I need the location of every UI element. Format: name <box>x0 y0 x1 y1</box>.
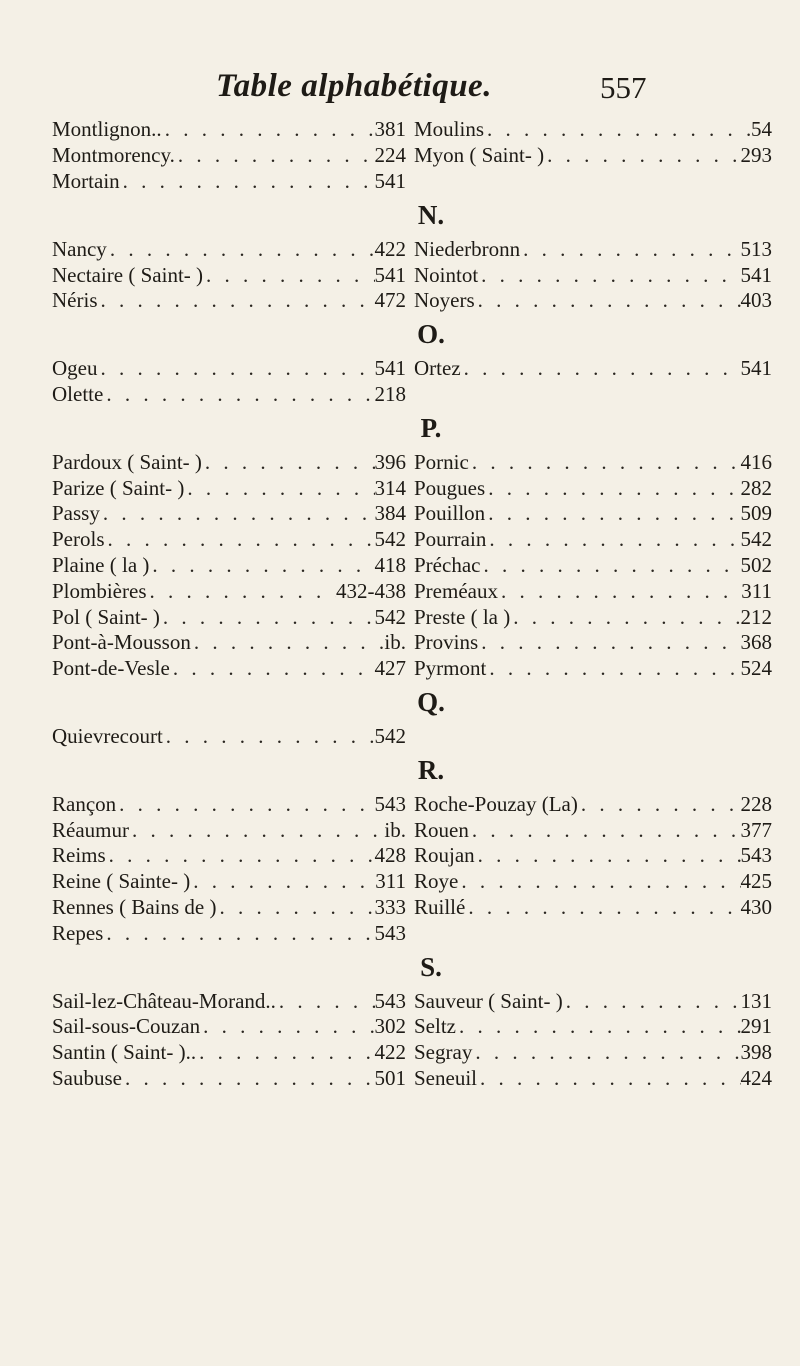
index-entry <box>52 792 414 817</box>
index-row <box>52 475 772 501</box>
index-row <box>52 843 772 869</box>
index-row <box>52 236 772 262</box>
index-entry <box>52 1014 414 1039</box>
entry-page: ib. <box>384 817 406 842</box>
entry-page: 311 <box>741 578 772 603</box>
dot-leader <box>563 989 741 1014</box>
index-row <box>52 791 772 817</box>
index-entry <box>414 476 772 501</box>
dot-leader <box>485 501 740 526</box>
entry-page: 384 <box>374 501 406 526</box>
entry-name: Préchac <box>414 552 481 577</box>
entry-name: Provins <box>414 630 479 655</box>
alphabetical-index <box>52 117 772 1091</box>
index-entry <box>414 656 772 681</box>
dot-leader <box>544 143 740 168</box>
dot-leader <box>486 656 740 681</box>
entry-name: Segray <box>414 1040 473 1065</box>
entry-name: Roye <box>414 869 459 894</box>
dot-leader <box>191 630 385 655</box>
entry-name: Preméaux <box>414 578 498 603</box>
dot-leader <box>147 579 337 604</box>
index-row <box>52 869 772 895</box>
entry-page: 509 <box>740 501 772 526</box>
index-entry <box>52 630 414 655</box>
entry-name: Réaumur <box>52 817 129 842</box>
index-entry <box>414 989 772 1014</box>
dot-leader <box>484 117 751 142</box>
entry-page: 542 <box>740 527 772 552</box>
dot-leader <box>103 382 374 407</box>
page-number: 557 <box>600 70 647 105</box>
index-entry <box>52 476 414 501</box>
entry-page: 542 <box>374 527 406 552</box>
dot-leader <box>216 895 374 920</box>
dot-leader <box>116 792 374 817</box>
index-row <box>52 527 772 553</box>
entry-name: Pol ( Saint- ) <box>52 604 160 629</box>
entry-page: 381 <box>374 117 406 142</box>
entry-name: Seneuil <box>414 1065 477 1090</box>
dot-leader <box>103 921 374 946</box>
index-row <box>52 604 772 630</box>
dot-leader <box>510 605 740 630</box>
entry-name: Roujan <box>414 843 475 868</box>
index-entry <box>414 1040 772 1065</box>
dot-leader <box>98 288 375 313</box>
dot-leader <box>162 117 375 142</box>
dot-leader <box>175 143 375 168</box>
section-letter: R. <box>417 754 445 785</box>
dot-leader <box>478 263 740 288</box>
index-entry <box>414 605 772 630</box>
entry-name: Rançon <box>52 791 117 816</box>
index-entry <box>52 527 414 552</box>
index-row <box>52 578 772 604</box>
entry-page: 543 <box>374 920 406 945</box>
index-entry <box>52 579 414 604</box>
entry-name: Ortez <box>414 356 461 381</box>
entry-name: Rennes ( Bains de ) <box>52 894 217 919</box>
entry-page: 311 <box>375 869 406 894</box>
entry-name: Pornic <box>414 449 469 474</box>
section-letter: N. <box>417 199 445 230</box>
entry-name: Pont-à-Mousson <box>52 630 191 655</box>
entry-name: Pardoux ( Saint- ) <box>52 449 202 474</box>
entry-page: 513 <box>740 236 772 261</box>
entry-name: Pyrmont <box>414 656 487 681</box>
entry-page: 403 <box>740 288 772 313</box>
dot-leader <box>498 579 741 604</box>
entry-page: 501 <box>374 1065 406 1090</box>
entry-page: 425 <box>740 869 772 894</box>
index-row <box>52 143 772 169</box>
dot-leader <box>485 476 740 501</box>
dot-leader <box>160 605 375 630</box>
entry-page: 212 <box>740 604 772 629</box>
entry-page: 282 <box>740 475 772 500</box>
dot-leader <box>100 501 375 526</box>
index-row <box>52 1014 772 1040</box>
section-letter: S. <box>420 951 442 982</box>
entry-name: Reine ( Sainte- ) <box>52 869 191 894</box>
entry-page: 502 <box>740 552 772 577</box>
index-row <box>52 449 772 475</box>
entry-page: 368 <box>740 630 772 655</box>
entry-name: Mortain <box>52 168 120 193</box>
index-entry <box>414 1066 772 1091</box>
index-entry <box>52 356 414 381</box>
dot-leader <box>478 630 740 655</box>
dot-leader <box>203 263 374 288</box>
index-row <box>52 553 772 579</box>
dot-leader <box>465 895 740 920</box>
index-entry <box>52 895 414 920</box>
entry-name: Preste ( la ) <box>414 604 511 629</box>
dot-leader <box>520 237 740 262</box>
entry-page: 54 <box>751 117 772 142</box>
index-entry <box>414 288 772 313</box>
dot-leader <box>196 1040 374 1065</box>
entry-name: Roche-Pouzay (La) <box>414 791 578 816</box>
entry-page: 396 <box>374 449 406 474</box>
dot-leader <box>461 356 741 381</box>
index-entry <box>52 1066 414 1091</box>
entry-page: 541 <box>374 262 406 287</box>
dot-leader <box>120 169 375 194</box>
dot-leader <box>106 843 375 868</box>
entry-page: 541 <box>740 356 772 381</box>
index-entry <box>414 356 772 381</box>
page-title: Table alphabétique. <box>216 68 492 104</box>
dot-leader <box>170 656 375 681</box>
entry-page: 424 <box>740 1065 772 1090</box>
index-entry <box>414 843 772 868</box>
dot-leader <box>475 288 741 313</box>
index-row <box>52 920 772 946</box>
entry-page: ib. <box>384 630 406 655</box>
entry-page: 542 <box>374 604 406 629</box>
entry-name: Sail-sous-Couzan <box>52 1014 201 1039</box>
index-entry <box>414 630 772 655</box>
dot-leader <box>107 237 375 262</box>
dot-leader <box>202 450 375 475</box>
entry-page: 430 <box>740 894 772 919</box>
entry-name: Noyers <box>414 288 475 313</box>
entry-name: Sail-lez-Château-Morand.. <box>52 988 276 1013</box>
entry-page: 541 <box>374 168 406 193</box>
dot-leader <box>469 450 741 475</box>
index-entry <box>414 450 772 475</box>
index-entry <box>52 605 414 630</box>
entry-name: Perols <box>52 527 105 552</box>
index-entry <box>414 792 772 817</box>
index-entry <box>414 553 772 578</box>
dot-leader <box>122 1066 375 1091</box>
entry-name: Moulins <box>414 117 485 142</box>
entry-name: Nancy <box>52 236 107 261</box>
dot-leader <box>105 527 375 552</box>
entry-page: 524 <box>740 656 772 681</box>
entry-page: 228 <box>740 791 772 816</box>
index-entry <box>414 143 772 168</box>
entry-page: 398 <box>740 1040 772 1065</box>
entry-name: Sauveur ( Saint- ) <box>414 988 563 1013</box>
entry-name: Passy <box>52 501 100 526</box>
running-head <box>0 68 800 112</box>
dot-leader <box>472 1040 740 1065</box>
dot-leader <box>190 869 375 894</box>
dot-leader <box>486 527 740 552</box>
index-entry <box>52 382 414 407</box>
entry-name: Plaine ( la ) <box>52 552 150 577</box>
index-row <box>52 117 772 143</box>
entry-page: 543 <box>740 843 772 868</box>
section-letter: P. <box>420 412 442 443</box>
index-entry <box>414 895 772 920</box>
index-entry <box>52 921 414 946</box>
index-row <box>52 169 772 195</box>
entry-page: 293 <box>740 143 772 168</box>
entry-page: 291 <box>740 1014 772 1039</box>
entry-page: 428 <box>374 843 406 868</box>
entry-page: 131 <box>740 988 772 1013</box>
index-entry <box>52 843 414 868</box>
index-row <box>52 262 772 288</box>
index-entry <box>52 1040 414 1065</box>
index-entry <box>52 169 414 194</box>
section-letter: O. <box>417 319 445 350</box>
index-entry <box>52 117 414 142</box>
index-row <box>52 288 772 314</box>
index-row <box>52 1066 772 1092</box>
index-row <box>52 382 772 408</box>
index-row <box>52 630 772 656</box>
entry-page: 218 <box>374 381 406 406</box>
entry-page: 422 <box>374 236 406 261</box>
entry-name: Olette <box>52 381 104 406</box>
dot-leader <box>129 818 384 843</box>
index-entry <box>414 818 772 843</box>
entry-page: 422 <box>374 1040 406 1065</box>
index-entry <box>52 501 414 526</box>
dot-leader <box>200 1014 374 1039</box>
entry-page: 418 <box>374 552 406 577</box>
index-row <box>52 656 772 682</box>
index-entry <box>414 869 772 894</box>
entry-page: 543 <box>374 791 406 816</box>
entry-name: Reims <box>52 843 106 868</box>
dot-leader <box>480 553 740 578</box>
dot-leader <box>149 553 374 578</box>
entry-name: Niederbronn <box>414 236 521 261</box>
index-entry <box>414 527 772 552</box>
index-row <box>52 356 772 382</box>
entry-page: 224 <box>374 143 406 168</box>
index-entry <box>52 143 414 168</box>
entry-page: 543 <box>374 988 406 1013</box>
index-entry <box>52 237 414 262</box>
index-entry <box>52 724 414 749</box>
entry-name: Saubuse <box>52 1065 122 1090</box>
entry-name: Nointot <box>414 262 479 287</box>
entry-name: Rouen <box>414 817 469 842</box>
entry-name: Pouillon <box>414 501 486 526</box>
entry-page: 333 <box>374 894 406 919</box>
entry-page: 541 <box>374 356 406 381</box>
index-row <box>52 1040 772 1066</box>
entry-page: 541 <box>740 262 772 287</box>
index-row <box>52 501 772 527</box>
entry-name: Pougues <box>414 475 486 500</box>
index-entry <box>414 117 772 142</box>
dot-leader <box>184 476 374 501</box>
index-entry <box>414 237 772 262</box>
section-letter: Q. <box>417 687 445 718</box>
index-entry <box>52 553 414 578</box>
index-row <box>52 817 772 843</box>
index-entry <box>52 869 414 894</box>
dot-leader <box>98 356 375 381</box>
dot-leader <box>475 843 741 868</box>
entry-name: Montmorency. <box>52 143 175 168</box>
dot-leader <box>458 869 740 894</box>
entry-name: Montlignon.. <box>52 117 162 142</box>
index-entry <box>52 263 414 288</box>
dot-leader <box>469 818 741 843</box>
entry-name: Santin ( Saint- ).. <box>52 1040 197 1065</box>
index-row <box>52 724 772 750</box>
entry-page: 472 <box>374 288 406 313</box>
entry-page: 432-438 <box>336 578 406 603</box>
entry-name: Parize ( Saint- ) <box>52 475 185 500</box>
index-entry <box>52 450 414 475</box>
entry-name: Seltz <box>414 1014 456 1039</box>
index-entry <box>52 656 414 681</box>
entry-name: Quievrecourt <box>52 723 163 748</box>
entry-name: Plombières <box>52 578 147 603</box>
entry-name: Néris <box>52 288 98 313</box>
index-entry <box>52 989 414 1014</box>
entry-name: Myon ( Saint- ) <box>414 143 545 168</box>
entry-page: 314 <box>374 475 406 500</box>
entry-name: Pont-de-Vesle <box>52 656 170 681</box>
entry-name: Repes <box>52 920 104 945</box>
entry-name: Nectaire ( Saint- ) <box>52 262 204 287</box>
entry-name: Ogeu <box>52 356 98 381</box>
entry-name: Pourrain <box>414 527 487 552</box>
entry-name: Ruillé <box>414 894 466 919</box>
index-entry <box>414 263 772 288</box>
index-row <box>52 895 772 921</box>
dot-leader <box>276 989 375 1014</box>
entry-page: 542 <box>374 723 406 748</box>
entry-page: 377 <box>740 817 772 842</box>
index-entry <box>414 579 772 604</box>
entry-page: 427 <box>374 656 406 681</box>
dot-leader <box>477 1066 741 1091</box>
index-entry <box>52 818 414 843</box>
index-entry <box>52 288 414 313</box>
dot-leader <box>578 792 741 817</box>
index-entry <box>414 1014 772 1039</box>
dot-leader <box>456 1014 741 1039</box>
index-row <box>52 988 772 1014</box>
index-entry <box>414 501 772 526</box>
entry-page: 416 <box>740 449 772 474</box>
dot-leader <box>163 724 375 749</box>
entry-page: 302 <box>374 1014 406 1039</box>
